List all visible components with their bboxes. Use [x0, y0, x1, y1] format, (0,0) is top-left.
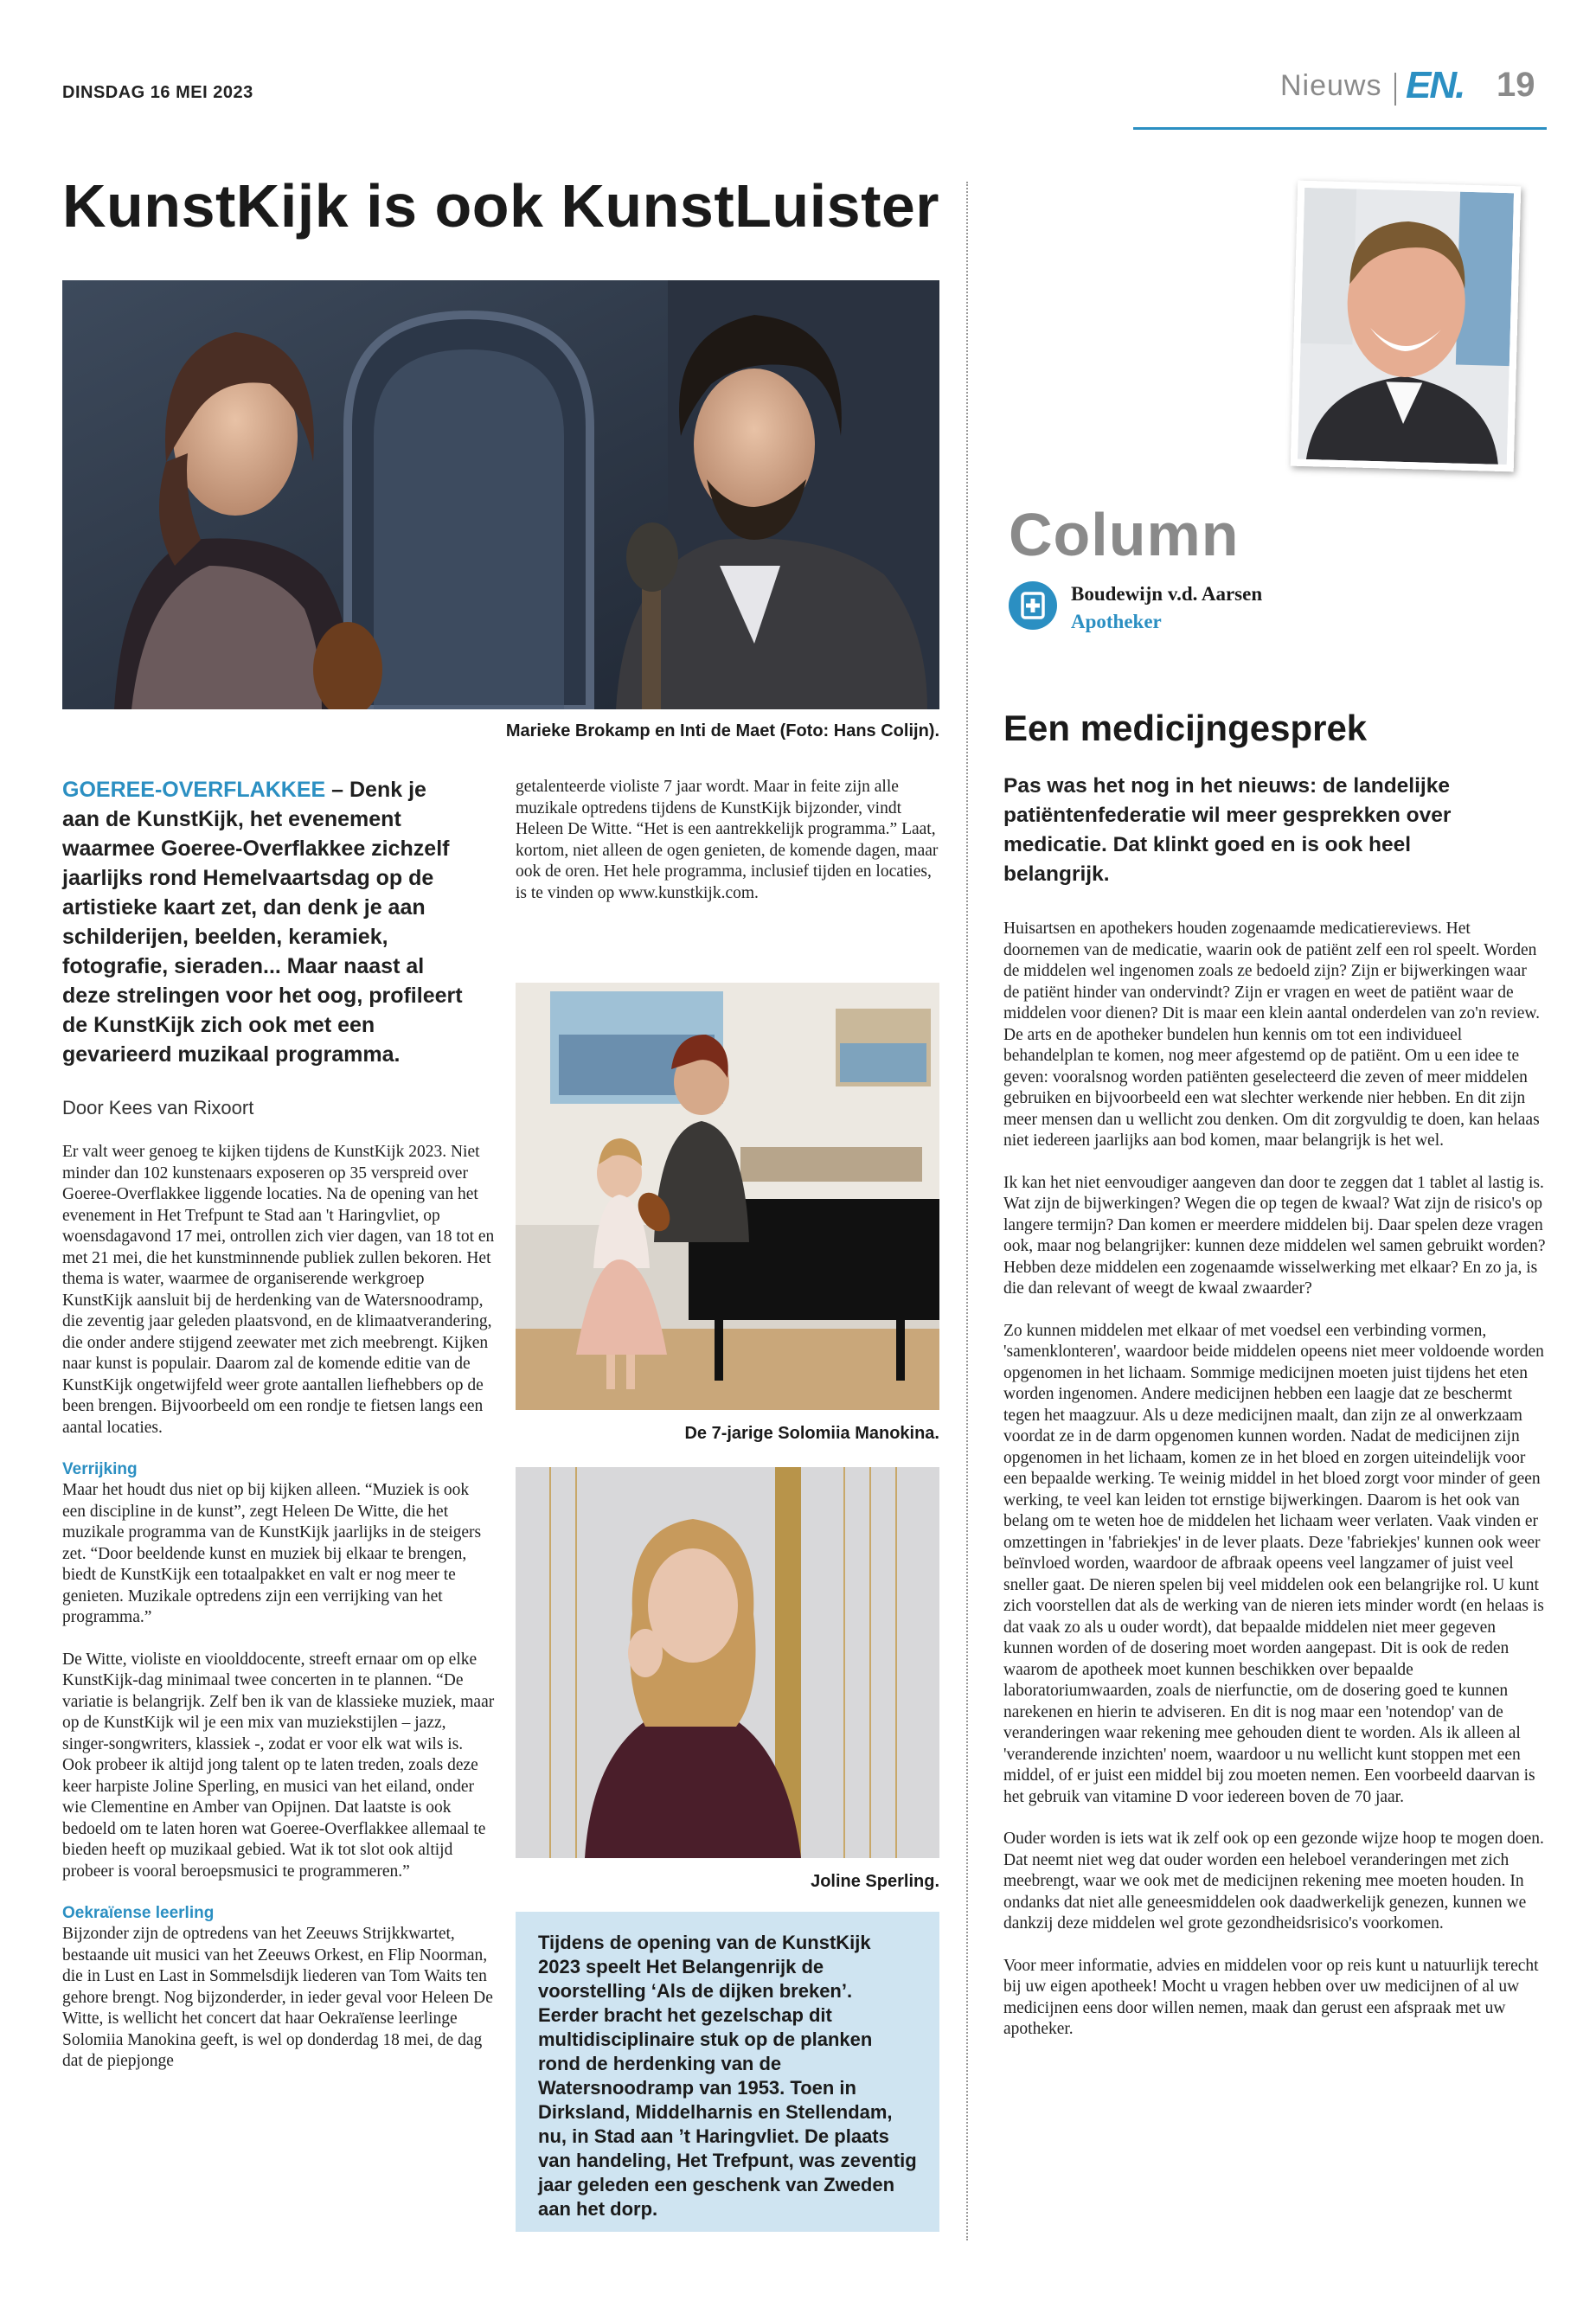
photo-solomiia-illustration	[516, 983, 939, 1410]
column-label: Column	[1009, 501, 1240, 568]
header-divider	[1394, 73, 1396, 106]
opening-infobox: Tijdens de opening van de KunstKijk 2023 speelt Het Belangenrijk de voorstelling ‘Als de dijken breken’. Eerder bracht het gezelschap dit multidisciplinaire stuk op de planken rond de herdenking van de Watersnoodramp van 1953. Toen in Dirksland, Middelharnis en Stellendam, nu, in Stad aan ’t Haringvliet. De plaats van handeling, Het Trefpunt, was zeventig jaar geleden een geschenk van Zweden aan het dorp.	[516, 1912, 939, 2232]
lead-place: GOEREE-OVERFLAKKEE	[62, 778, 326, 802]
page-header	[1133, 61, 1547, 130]
article-body-middle	[516, 777, 939, 925]
column-paragraph: Voor meer informatie, advies en middelen voor op reis kunt u natuurlijk terecht bij uw eigen apotheek! Mocht u vragen hebben over uw medicijnen of al uw medicijnen eens door willen nemen, maak dan gerust een afspraak met uw apotheker.	[1003, 1956, 1539, 2038]
columnist-portrait-illustration	[1298, 188, 1514, 465]
columnist-role: Apotheker	[1071, 611, 1162, 632]
section-label: Nieuws	[1280, 69, 1382, 102]
publication-date: DINSDAG 16 MEI 2023	[62, 83, 253, 102]
pharmacy-cross-icon	[1009, 581, 1057, 630]
photo-musicians	[62, 280, 939, 709]
photo-3-caption: Joline Sperling.	[811, 1872, 939, 1891]
body-paragraph: De Witte, violiste en vioolddocente, streeft ernaar om op elke KunstKijk-dag minimaal twee concerten in te plannen. “De variatie is belangrijk. Zelf ben ik van de klassieke muziek, maar op de KunstKijk wil je een mix van muziekstijlen – jazz, singer-songwriters, klassiek -, zodat er voor elk wat wils is. Ook probeer ik altijd jong talent op te laten treden, zoals deze keer harpiste Joline Sperling, en musici van het eiland, onder wie Clementine en Amber van Opijnen. Dat laatste is ook bedoeld om te laten horen wat Goeree-Overflakkee allemaal te bieden heeft op muzikaal gebied. Wat ik tot slot ook altijd probeer is vooral beroepsmusici te programmeren.”	[62, 1650, 495, 1881]
photo-joline-illustration	[516, 1467, 939, 1858]
columnist-portrait	[1291, 181, 1522, 472]
column-paragraph: Zo kunnen middelen met elkaar of met voedsel een verbinding vormen, 'samenklonteren', waardoor beide middelen opeens niet meer voldoende worden opgenomen in het lichaam. Sommige medicijnen moeten juist tijdens het eten worden ingenomen. Andere medicijnen hebben een laagje dat ze beschermt tegen het maagzuur. Als u deze medicijnen maalt, dan zijn ze al onwerkzaam voordat ze in de darm opgenomen kunnen worden. Nadat de medicijnen zijn opgenomen in het lichaam, komen ze in het bloed en zorgen uiteindelijk voor een bepaalde werking. Te weinig middel in het bloed zorgt voor minder of geen werking, te veel kan leiden tot ernstige bijwerkingen. Daarom is het ook van belang om te weten hoe de middelen het lichaam weer verlaten. Vaak vinden er omzettingen in 'fabriekjes' in de lever plaats. Deze 'fabriekjes' kunnen ook weer beïnvloed worden, waardoor de afbraak opeens veel langzamer of juist veel sneller gaat. De nieren spelen bij veel middelen ook een belangrijke rol. U kunt zich voorstellen dat als de werking van de nieren iets minder wordt (en helaas is dat vaak zo als u ouder wordt), dat bepaalde middelen niet meer gegeven kunnen worden of de dosering moet worden aangepast. Dit is ook de reden waarom de apotheek moet kunnen beschikken over bepaalde laboratoriumwaarden, zoals de nierfunctie, om de dosering goed te kunnen narekenen en hierin te adviseren. En dit is nog maar een 'notendop' van de veranderingen waar rekening mee gehouden dient te worden. Als ik alleen al 'veranderende inzichten' noem, waardoor u nu wellicht kunt stoppen met een middel, of er juist een middel bij zou moeten nemen. Een voorbeeld daarvan is het gebruik van vitamine D voor iedereen boven de 70 jaar.	[1003, 1321, 1544, 1806]
article-lead	[62, 775, 467, 1069]
column-paragraph: Ouder worden is iets wat ik zelf ook op een gezonde wijze hoop te mogen doen. Dat neemt niet weg dat ouder worden een heleboel veranderingen met zich meebrengt, waar we ook met de medicijnen rekening mee moeten houden. In ondanks dat niet alle geneesmiddelen ook daadwerkelijk genezen, kunnen we dankzij deze middelen wel grote gezondheidsrisico's voorkomen.	[1003, 1830, 1544, 1932]
page-number: 19	[1497, 66, 1535, 104]
column-headline: Een medicijngesprek	[1003, 708, 1368, 748]
subhead-oekraiense-leerling: Oekraïense leerling	[62, 1904, 215, 1922]
photo-musicians-illustration	[62, 280, 939, 709]
photo-joline	[516, 1467, 939, 1858]
article-headline: KunstKijk is ook KunstLuister	[62, 172, 940, 240]
photo-main-caption: Marieke Brokamp en Inti de Maet (Foto: Hans Colijn).	[505, 721, 939, 740]
column-lead: Pas was het nog in het nieuws: de landelijke patiëntenfederatie wil meer gesprekken over medicatie. Dat klinkt goed en is ook heel belangrijk.	[1003, 774, 1452, 886]
column-paragraph: Huisartsen en apothekers houden zogenaamde medicatiereviews. Het doornemen van de medicatie, waarin ook de patiënt zelf een rol speelt. Worden de middelen wel ingenomen zoals ze bedoeld zijn? Zijn er bijwerkingen waar de patiënt hinder van ondervindt? Zijn er vragen en weet de patiënt waar de middelen voor dienen? Dit is maar een klein aantal onderdelen van zo'n review. De arts en de apotheker bundelen hun kennis om tot een individueel behandelplan te komen, nog meer afgestemd op de patiënt. Om u een idee te geven: vooralsnog worden patiënten geselecteerd die zeven of meer middelen gebruiken en bijvoorbeeld een wat slechter werkende nier hebben. En dit zijn meer mensen dan u wellicht zou denken. Om dit zorgvuldig te doen, kan helaas niet iedereen jaarlijks aan bod komen, maar belangrijk is het wel.	[1003, 920, 1541, 1150]
subhead-verrijking: Verrijking	[62, 1460, 138, 1478]
body-paragraph: Er valt weer genoeg te kijken tijdens de KunstKijk 2023. Niet minder dan 102 kunstenaars exposeren op 35 verspreid over Goeree-Overflakkee liggende locaties. Na de opening van het evenement in Het Trefpunt te Stad aan 't Haringvliet, op woensdagavond 17 mei, ontrollen zich vier dagen, van 18 tot en met 21 mei, die het kunstminnende publiek zullen bekoren. Het thema is water, waarmee de organiserende werkgroep KunstKijk aansluit bij de herdenking van de Watersnoodramp, die zeventig jaar geleden plaatsvond, en de klimaatverandering, die onder andere stijgend zeewater met zich meebrengt. Kijken naar kunst is populair. Daarom zal de komende editie van de KunstKijk ongetwijfeld weer grote aantallen liefhebbers op de been brengen. Bijvoorbeeld om een rondje te fietsen langs een aantal locaties.	[62, 1143, 495, 1437]
photo-2-caption: De 7-jarige Solomiia Manokina.	[684, 1424, 939, 1443]
lead-text: – Denk je aan de KunstKijk, het evenement waarmee Goeree-Overflakkee zichzelf jaarlijks rond Hemelvaartsdag op de artistieke kaart zet, dan denk je aan schilderijen, beelden, keramiek, fotografie, sieraden... Maar naast al deze strelingen voor het oog, profileert de KunstKijk zich ook met een gevarieerd muzikaal programma.	[62, 778, 463, 1067]
column-body	[1003, 919, 1547, 2061]
column-paragraph: Ik kan het niet eenvoudiger aangeven dan door te zeggen dat 1 tablet al lastig is. Wat zijn de bijwerkingen? Wegen die op tegen de kwaal? Wat zijn de risico's op langere termijn? Dan komen er meerdere middelen bij. Daar spelen deze vragen ook, maar nog belangrijker: kunnen deze middelen wel samen gebruikt worden? Hebben deze middelen een zogenaamde wisselwerking met elkaar? En zo ja, is die dan relevant of weegt de kwaal zwaarder?	[1003, 1173, 1546, 1298]
body-paragraph: Maar het houdt dus niet op bij kijken alleen. “Muziek is ook een discipline in de kunst”, zegt Heleen De Witte, die het muzikale programma van de KunstKijk jaarlijks in de steigers zet. “Door beeldende kunst en muziek bij elkaar te brengen, biedt de KunstKijk een totaalpakket en valt er nog meer te genieten. Muzikale optredens zijn een verrijking van het programma.”	[62, 1481, 482, 1626]
columnist-name: Boudewijn v.d. Aarsen	[1071, 583, 1263, 605]
column-divider	[966, 182, 968, 2240]
body-paragraph: getalenteerde violiste 7 jaar wordt. Maar in feite zijn alle muzikale optredens tijdens de KunstKijk bijzonder, vindt Heleen De Witte. “Het is een aantrekkelijk programma.” Laat, kortom, niet alleen de ogen genieten, de komende dagen, maar ook de oren. Het hele programma, inclusief tijden en locaties, is te vinden op www.kunstkijk.com.	[516, 778, 939, 902]
body-paragraph: Bijzonder zijn de optredens van het Zeeuws Strijkkwartet, bestaande uit musici van het Zeeuws Orkest, en Flip Noorman, die in Lust en Last in Sommelsdijk liederen van Tom Waits ten gehore brengt. Nog bijzonderder, in ieder geval voor Heleen De Witte, is wellicht het concert dat haar Oekraïense leerlinge Solomiia Manokina geeft, is wel op donderdag 18 mei, de dag dat de piepjonge	[62, 1925, 493, 2070]
en-logo: EN.	[1406, 64, 1465, 106]
article-body-left	[62, 1142, 495, 2093]
photo-solomiia	[516, 983, 939, 1410]
article-byline: Door Kees van Rixoort	[62, 1097, 254, 1118]
